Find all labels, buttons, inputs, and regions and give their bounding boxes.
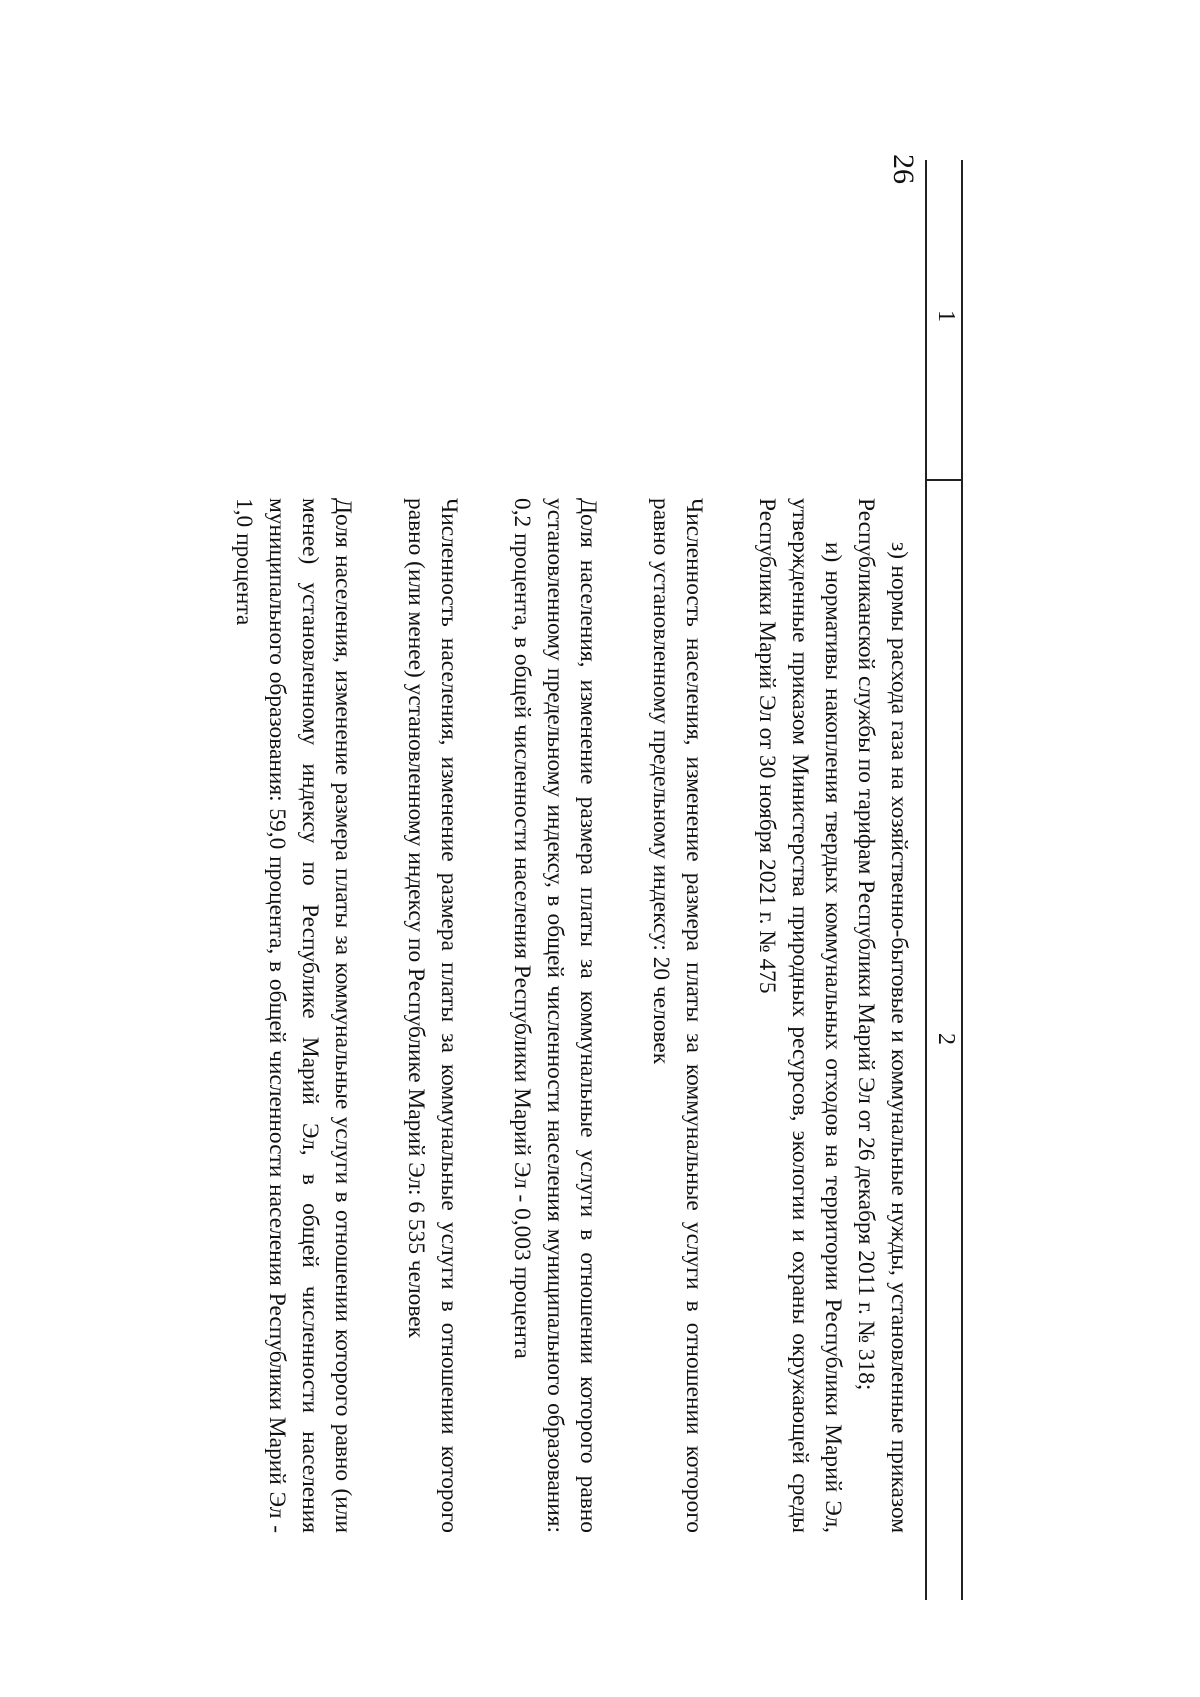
column-divider — [927, 479, 963, 481]
column-2-content — [227, 498, 915, 1533]
population-count-paragraph: Численность населения, изменение размера платы за коммунальные услуги в отношении которого равно установленному предельному индексу: 20 человек — [648, 498, 707, 1533]
table-top-rule — [962, 160, 964, 1600]
column-header-2: 2 — [933, 1033, 959, 1045]
population-count-le-paragraph: Численность населения, изменение размера платы за коммунальные услуги в отношении которого равно (или менее) установленному индексу по Республике Марий Эл: 6 535 человек — [403, 498, 462, 1533]
population-share-le-paragraph: Доля населения, изменение размера платы за коммунальные услуги в отношении которого равно (или менее) установленному индексу по Республике Марий Эл, в общей численности населения муниципального образования: 59,0 процента, в общей численности населения Республики Марий Эл - 1,0 процента — [231, 498, 356, 1533]
population-share-paragraph: Доля населения, изменение размера платы за коммунальные услуги в отношении которого равно установленному предельному индексу, в общей численности населения муниципального образования: 0,2 процента, в общей численности населения Республики Марий Эл - 0,003 процента — [509, 498, 601, 1533]
page-number: 26 — [887, 154, 920, 184]
column-header-1: 1 — [933, 310, 959, 322]
table-header-rule — [926, 160, 928, 1600]
norm-gas-paragraph: з) нормы расхода газа на хозяйственно-бытовые и коммунальные нужды, установленные приказом Республиканской службы по тарифам Республики Марий Эл от 26 декабря 2011 г. № 318; — [853, 498, 912, 1533]
rotated-table — [218, 160, 963, 1600]
norm-waste-paragraph: и) нормативы накопления твердых коммунальных отходов на территории Республики Марий Эл, утвержденные приказом Министерства природных ресурсов, экологии и охраны окружающей среды Республики Марий Эл от 30 ноября 2021 г. № 475 — [754, 498, 846, 1533]
